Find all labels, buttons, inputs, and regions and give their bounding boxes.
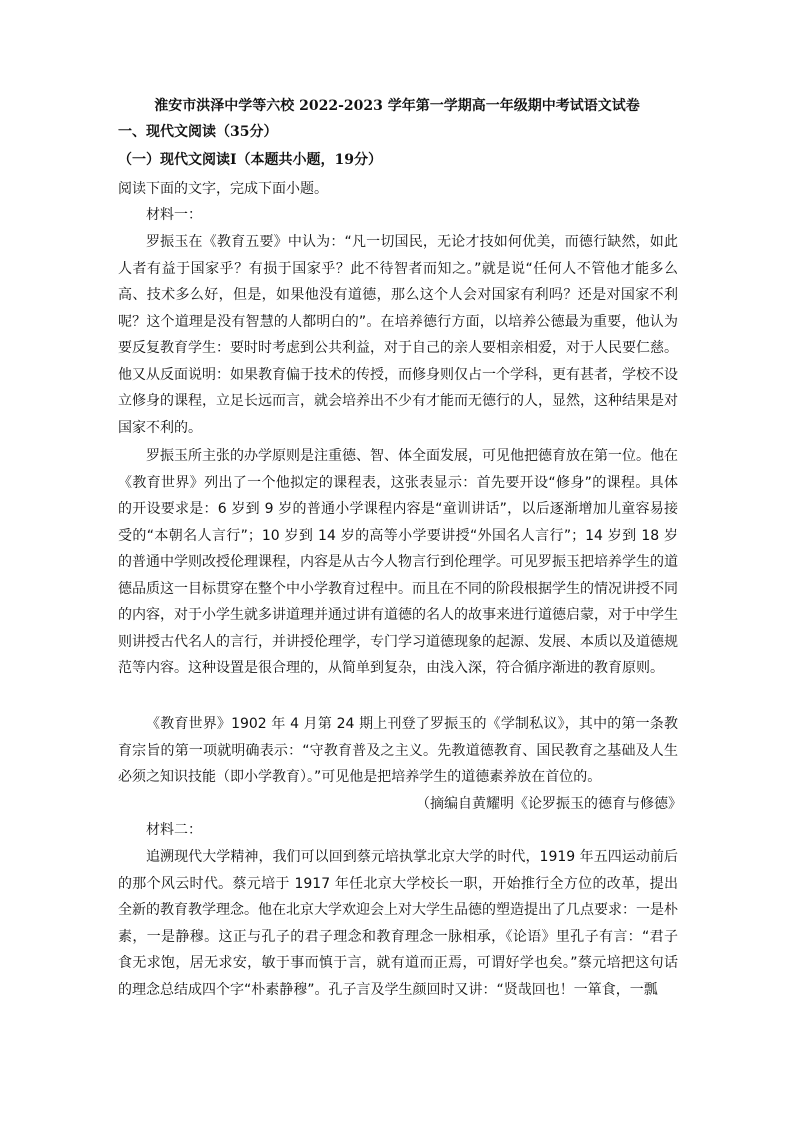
subsection-heading: （一）现代文阅读Ⅰ（本题共小题，19分）: [118, 152, 383, 168]
material2-paragraph: 追溯现代大学精神，我们可以回到蔡元培执掌北京大学的时代，1919 年五四运动前后的那个风云时代。蔡元培于 1917 年任北京大学校长一职，开始推行全方位的改革，提出全新的教育教学理念。他在北京大学欢迎会上对大学生品德的塑造提出了几点要求：一是朴素，一是静穆。这正与孔子的君子理念和教育理念一脉相承，《论语》里孔子有言：“君子食无求饱，居无求安，敏于事而慎于言，就有道而正焉，可谓好学也矣。”蔡元培把这句话的理念总结成四个字“朴素静穆”。孔子言及学生颜回时又讲：“贤哉回也！一箪食，一瓢: [118, 849, 678, 998]
material2-label: 材料二：: [146, 822, 202, 838]
exam-title: 淮安市洪泽中学等六校 2022-2023 学年第一学期高一年级期中考试语文试卷: [154, 98, 640, 114]
material1-paragraph: 《教育世界》1902 年 4 月第 24 期上刊登了罗振玉的《学制私议》，其中的第一条教育宗旨的第一项就明确表示：“守教育普及之主义。先教道德教育、国民教育之基础及人生必须之知识技能（即小学教育）。”可见他是把培养学生的道德素养放在首位的。: [118, 716, 678, 785]
material1-paragraph: 罗振玉所主张的办学原则是注重德、智、体全面发展，可见他把德育放在第一位。他在《教育世界》列出了一个他拟定的课程表，这张表显示：首先要开设“修身”的课程。具体的开设要求是：6 岁到 9 岁的普通小学课程内容是“童训讲话”，以后逐渐增加儿童容易接受的“本朝名人言行”；10 岁到 14 岁的高等小学要讲授“外国名人言行”；14 岁到 18 岁的普通中学则改授伦理课程，内容是从古今人物言行到伦理学。可见罗振玉把培养学生的道德品质这一目标贯穿在整个中小学教育过程中。而且在不同的阶段根据学生的情况讲授不同的内容，对于小学生就多讲道理并通过讲有道德的名人的故事来进行道德启蒙，对于中学生则讲授古代名人的言行，并讲授伦理学，专门学习道德现象的起源、发展、本质以及道德规范等内容。这种设置是很合理的，从简单到复杂，由浅入深，符合循序渐进的教育原则。: [118, 448, 678, 676]
instruction-text: 阅读下面的文字，完成下面小题。: [118, 181, 328, 197]
source-citation: （摘编自黄耀明《论罗振玉的德育与修德》: [416, 796, 682, 812]
material1-paragraph: 罗振玉在《教育五要》中认为：“凡一切国民，无论才技如何优美，而德行缺然，如此人者有益于国家乎？有损于国家乎？此不待智者而知之。”就是说“任何人不管他才能多么高、技术多么好，但是，如果他没有道德，那么这个人会对国家有利吗？还是对国家不利呢？这个道理是没有智慧的人都明白的”。在培养德行方面，以培养公德最为重要，他认为要反复教育学生：要时时考虑到公共利益，对于自己的亲人要相亲相爱，对于人民要仁慈。他又从反面说明：如果教育偏于技术的传授，而修身则仅占一个学科，更有甚者，学校不设立修身的课程，立足长远而言，就会培养出不少有才能而无德行的人，显然，这种结果是对国家不利的。: [118, 234, 678, 436]
section-heading: 一、现代文阅读（35分）: [118, 124, 278, 140]
material1-label: 材料一：: [146, 207, 202, 223]
